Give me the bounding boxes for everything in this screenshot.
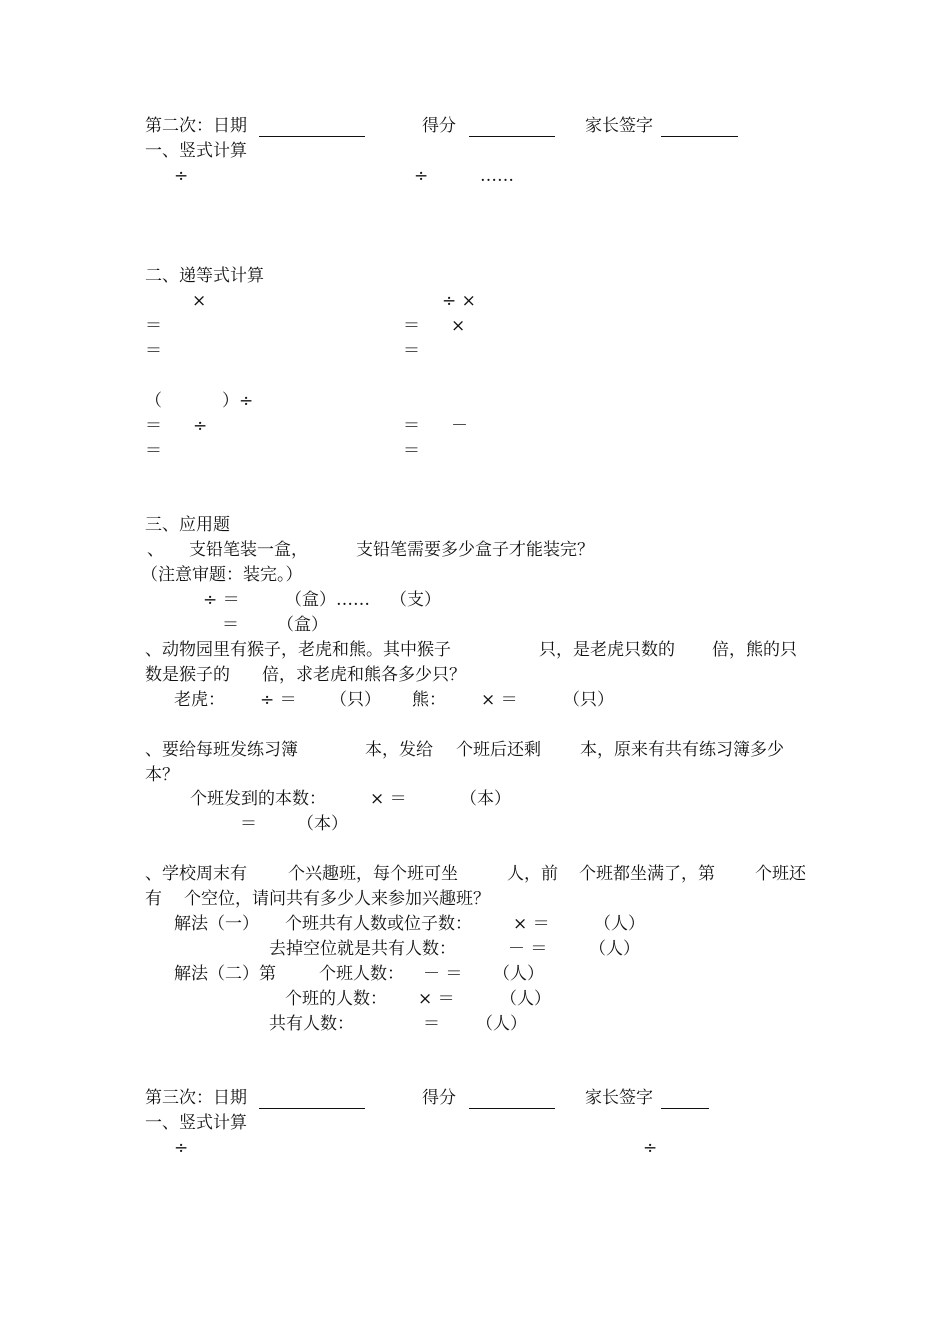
q3-text: 本，原来有共有练习簿多少 xyxy=(580,740,784,760)
equals-sign: ＝ xyxy=(145,316,162,336)
q4-text: 个班都坐满了，第 xyxy=(579,864,715,884)
section-title-vertical-calc: 一、竖式计算 xyxy=(145,1113,247,1133)
q2-text: 只，是老虎只数的 xyxy=(539,640,675,660)
q1-text: 支铅笔需要多少盒子才能装完？ xyxy=(356,540,594,560)
q2-text: 数是猴子的 xyxy=(145,665,230,685)
q2-text: 、动物园里有猴子，老虎和熊。其中猴子 xyxy=(145,640,451,660)
division-sign: ÷ xyxy=(193,416,208,436)
q4-answer: （人） xyxy=(493,964,544,984)
section-title-word-problems: 三、应用题 xyxy=(145,515,230,535)
equals-sign: ＝ xyxy=(403,341,420,361)
score-label: 得分 xyxy=(422,1088,456,1108)
date-blank[interactable] xyxy=(259,1108,365,1109)
q4-answer: × ＝ xyxy=(418,989,455,1009)
section-title-vertical-calc: 一、竖式计算 xyxy=(145,141,247,161)
equals-sign: ＝ xyxy=(222,615,239,635)
open-paren: （ xyxy=(145,391,162,411)
q4-text: 人，前 xyxy=(507,864,558,884)
equals-sign: ＝ xyxy=(240,814,257,834)
equals-sign: ＝ xyxy=(403,441,420,461)
q3-answer: 个班发到的本数： xyxy=(190,789,326,809)
q1-note: （注意审题：装完。） xyxy=(141,565,303,585)
score-blank[interactable] xyxy=(469,136,555,137)
signature-blank[interactable] xyxy=(661,1108,709,1109)
division-sign: ÷ xyxy=(174,1138,189,1158)
q2-answer: × ＝ xyxy=(481,690,518,710)
q2-answer: ÷ ＝ xyxy=(260,690,297,710)
q4-method1-label: 解法（一） xyxy=(174,914,259,934)
equals-sign: ＝ xyxy=(145,416,162,436)
q3-text: 本，发给 xyxy=(365,740,433,760)
q1-expression: （盒） xyxy=(277,615,328,635)
q4-answer: 共有人数： xyxy=(269,1014,354,1034)
q4-answer: 个班的人数： xyxy=(285,989,387,1009)
q2-answer: （只） xyxy=(330,690,381,710)
score-label: 得分 xyxy=(422,116,456,136)
q2-answer: 熊： xyxy=(412,690,446,710)
attempt2-date-label: 第二次：日期 xyxy=(145,116,247,136)
equals-sign: ＝ xyxy=(145,341,162,361)
date-blank[interactable] xyxy=(259,136,365,137)
q4-text: 个班还 xyxy=(755,864,806,884)
divide-multiply-signs: ÷ × xyxy=(442,291,476,311)
parent-signature-label: 家长签字 xyxy=(585,116,653,136)
q2-text: 倍，求老虎和熊各多少只？ xyxy=(262,665,466,685)
q1-text: 支铅笔装一盒， xyxy=(189,540,308,560)
q3-text: 、要给每班发练习簿 xyxy=(145,740,298,760)
q4-answer: （人） xyxy=(589,939,640,959)
q3-text: 本？ xyxy=(145,765,179,785)
close-paren-divide: ）÷ xyxy=(222,391,254,411)
division-sign: ÷ xyxy=(174,166,189,186)
score-blank[interactable] xyxy=(469,1108,555,1109)
q1-expression: （支） xyxy=(390,590,441,610)
q2-answer: （只） xyxy=(563,690,614,710)
q4-answer: － ＝ xyxy=(508,939,548,959)
q4-answer: （人） xyxy=(476,1014,527,1034)
q1-expression: （盒）…… xyxy=(285,590,370,610)
parent-signature-label: 家长签字 xyxy=(585,1088,653,1108)
multiply-sign: × xyxy=(451,316,466,336)
equals-sign: ＝ xyxy=(403,316,420,336)
ellipsis: …… xyxy=(480,166,514,186)
q4-answer: （人） xyxy=(594,914,645,934)
q4-answer: × ＝ xyxy=(513,914,550,934)
division-sign: ÷ xyxy=(643,1138,658,1158)
q1-text: 、 xyxy=(147,540,164,560)
q3-answer: × ＝ xyxy=(370,789,407,809)
q4-answer: （人） xyxy=(500,989,551,1009)
q2-answer: 老虎： xyxy=(174,690,225,710)
q3-text: 个班后还剩 xyxy=(456,740,541,760)
section-title-stepwise: 二、递等式计算 xyxy=(145,266,264,286)
q4-answer: 去掉空位就是共有人数： xyxy=(269,939,456,959)
signature-blank[interactable] xyxy=(661,136,738,137)
q4-answer: － ＝ xyxy=(423,964,463,984)
q4-text: 个兴趣班，每个班可坐 xyxy=(288,864,458,884)
q4-text: 个空位，请问共有多少人来参加兴趣班？ xyxy=(184,889,490,909)
q4-answer: 个班人数： xyxy=(319,964,404,984)
q1-expression: ÷ ＝ xyxy=(203,590,240,610)
q2-text: 倍，熊的只 xyxy=(712,640,797,660)
q4-text: 有 xyxy=(145,889,162,909)
q4-method2-label: 解法（二）第 xyxy=(174,964,276,984)
equals-sign: ＝ xyxy=(145,441,162,461)
minus-sign: － xyxy=(451,416,468,436)
equals-sign: ＝ xyxy=(423,1014,440,1034)
q3-answer: （本） xyxy=(460,789,511,809)
q4-answer: 个班共有人数或位子数： xyxy=(285,914,472,934)
q4-text: 、学校周末有 xyxy=(145,864,247,884)
attempt3-date-label: 第三次：日期 xyxy=(145,1088,247,1108)
division-sign: ÷ xyxy=(414,166,429,186)
multiply-sign: × xyxy=(192,291,207,311)
q3-answer: （本） xyxy=(297,814,348,834)
equals-sign: ＝ xyxy=(403,416,420,436)
